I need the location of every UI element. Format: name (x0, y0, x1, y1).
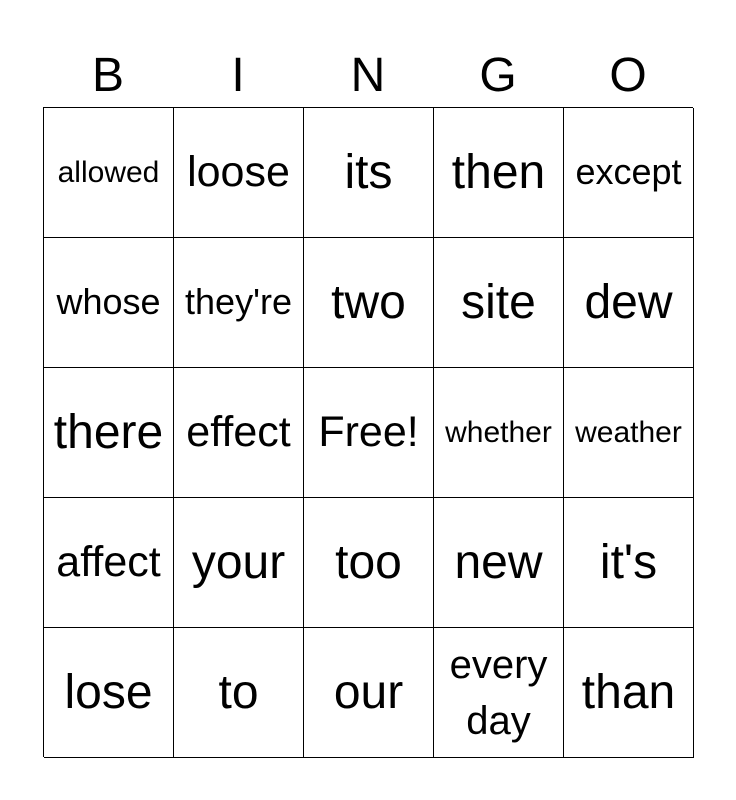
bingo-cell[interactable]: to (174, 628, 304, 758)
bingo-board (43, 107, 693, 757)
bingo-cell[interactable]: then (434, 108, 564, 238)
bingo-cell[interactable]: its (304, 108, 434, 238)
bingo-cell[interactable]: than (564, 628, 694, 758)
bingo-cell[interactable]: dew (564, 238, 694, 368)
bingo-cell[interactable]: they're (174, 238, 304, 368)
bingo-cell[interactable]: new (434, 498, 564, 628)
bingo-cell[interactable]: allowed (44, 108, 174, 238)
bingo-cell[interactable]: lose (44, 628, 174, 758)
bingo-cell[interactable]: your (174, 498, 304, 628)
free-space-cell: Free! (304, 368, 434, 498)
bingo-cell[interactable]: affect (44, 498, 174, 628)
bingo-cell[interactable]: whose (44, 238, 174, 368)
bingo-cell[interactable]: except (564, 108, 694, 238)
bingo-cell[interactable]: it's (564, 498, 694, 628)
bingo-cell[interactable]: site (434, 238, 564, 368)
bingo-cell[interactable]: every day (434, 628, 564, 758)
bingo-cell[interactable]: our (304, 628, 434, 758)
header-letter-g: G (479, 49, 517, 102)
bingo-cell[interactable]: two (304, 238, 434, 368)
header-letter-n: N (350, 49, 386, 102)
header-letter-o: O (609, 49, 647, 102)
bingo-cell[interactable]: too (304, 498, 434, 628)
bingo-cell[interactable]: effect (174, 368, 304, 498)
bingo-cell[interactable]: loose (174, 108, 304, 238)
bingo-cell[interactable]: there (44, 368, 174, 498)
bingo-cell[interactable]: weather (564, 368, 694, 498)
bingo-cell[interactable]: whether (434, 368, 564, 498)
bingo-header (43, 46, 693, 106)
header-letter-i: I (231, 49, 245, 102)
header-letter-b: B (91, 49, 124, 102)
